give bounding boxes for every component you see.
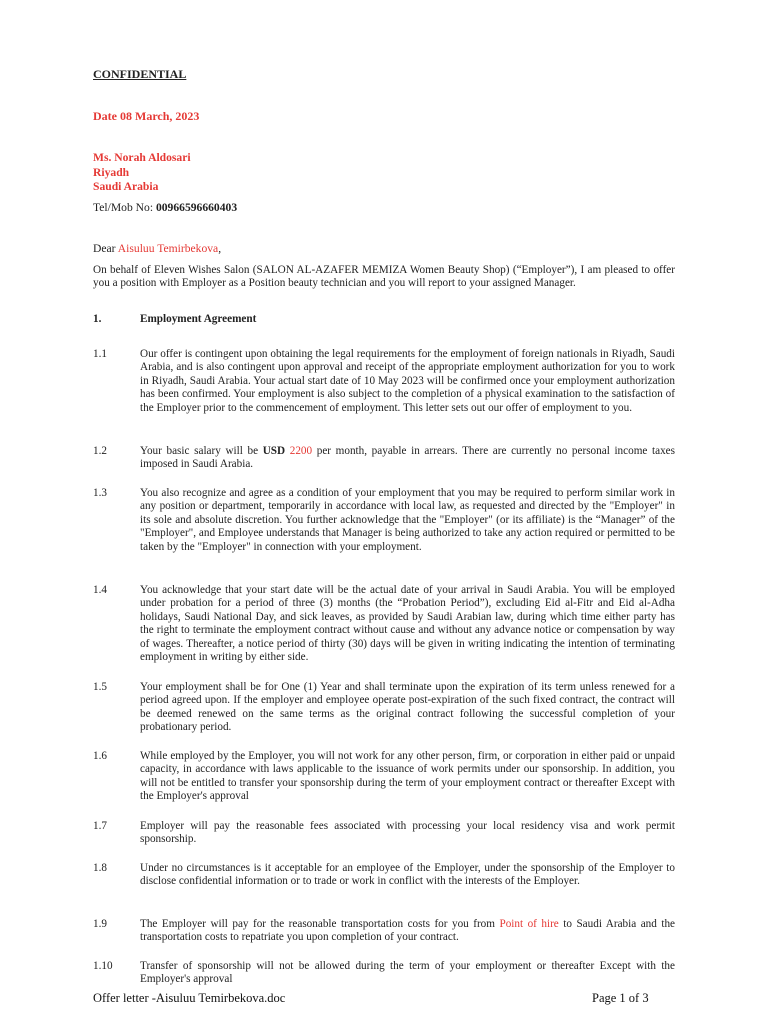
- tel-label: Tel/Mob No:: [93, 201, 156, 214]
- section-title: Employment Agreement: [140, 313, 257, 325]
- greeting-prefix: Dear: [93, 242, 118, 255]
- letter-date: Date 08 March, 2023: [93, 109, 200, 123]
- greeting-name: Aisuluu Temirbekova: [117, 242, 219, 255]
- clause-number: 1.9: [93, 918, 107, 930]
- clause-text: You acknowledge that your start date will be the actual date of your arrival in Saudi Arabia. You will be employed under probation for a period of three (3) months (the “Probation Period”), excluding Eid al-Fitr and Eid al-Adha holidays, Saudi National Day, and sick leaves, as provided by Saudi Arabian law, during which time either party has the right to terminate the employment contract without cause and without any advance notice or compensation by way of wages. Thereafter, a notice period of thirty (30) days will be given in writing indicating the intention of terminating employment in writing by either side.: [140, 584, 675, 664]
- clause-text: Transfer of sponsorship will not be allowed during the term of your employment or thereafter Except with the Employer's approval: [140, 960, 675, 986]
- point-of-hire: Point of hire: [499, 918, 559, 930]
- clause-number: 1.3: [93, 487, 107, 499]
- salary-amount: 2200: [289, 445, 313, 457]
- confidential-heading: CONFIDENTIAL: [93, 67, 187, 81]
- clause-text: While employed by the Employer, you will not work for any other person, firm, or corporation in either paid or unpaid capacity, in accordance with laws applicable to the issuance of work permits under our sponsorship. In addition, you will not be entitled to transfer your sponsorship during the term of your employment contract or thereafter Except with the Employer's approval: [140, 750, 675, 803]
- clause-number: 1.4: [93, 584, 107, 596]
- intro-paragraph: On behalf of Eleven Wishes Salon (SALON AL-AZAFER MEMIZA Women Beauty Shop) (“Employer”), I am pleased to offer you a position with Employer as a Position beauty technician and you will report to your assigned Manager.: [93, 264, 675, 290]
- footer-page-number: Page 1 of 3: [592, 991, 649, 1005]
- greeting-suffix: ,: [218, 242, 222, 255]
- clause-number: 1.6: [93, 750, 107, 762]
- recipient-address: [93, 151, 191, 195]
- transport-pre: The Employer will pay for the reasonable transportation costs for you from: [140, 918, 500, 930]
- clause-number: 1.5: [93, 681, 107, 693]
- recipient-name: Ms. Norah Aldosari: [93, 151, 191, 164]
- footer-filename: Offer letter -Aisuluu Temirbekova.doc: [93, 991, 286, 1005]
- recipient-city: Riyadh: [93, 165, 130, 179]
- salary-post: per month, payable in arrears. There are currently no personal income taxes imposed in Saudi Arabia.: [140, 445, 675, 471]
- clause-number: 1.2: [93, 445, 107, 457]
- tel-number: 00966596660403: [155, 201, 238, 214]
- clause-number: 1.7: [93, 820, 107, 832]
- clause-text: Employer will pay the reasonable fees associated with processing your local residency visa and work permit sponsorship.: [140, 820, 675, 846]
- section-number: 1.: [93, 313, 102, 325]
- clause-number: 1.10: [93, 960, 113, 972]
- greeting: [93, 242, 221, 255]
- recipient-country: Saudi Arabia: [93, 180, 159, 194]
- transport-post: to Saudi Arabia and the transportation costs to repatriate you upon completion of your contract.: [140, 918, 676, 944]
- clause-text: Under no circumstances is it acceptable for an employee of the Employer, under the sponsorship of the Employer to disclose confidential information or to trade or work in conflict with the interests of the Employer.: [140, 862, 675, 888]
- salary-pre: Your basic salary will be: [140, 445, 263, 457]
- clause-text: [140, 918, 675, 945]
- clause-text: You also recognize and agree as a condition of your employment that you may be required to perform similar work in any position or department, temporarily in accordance with local law, as requested and directed by the "Employer" in its sole and absolute discretion. You further acknowledge that the "Employer" (or its affiliate) is the “Manager” of the "Employer", and Employee understands that Manager is being authorized to take any action required or permitted to be taken by the "Employer" in connection with your employment.: [140, 487, 675, 553]
- clause-text: [140, 445, 675, 472]
- clause-number: 1.1: [93, 348, 107, 360]
- clause-text: Your employment shall be for One (1) Year and shall terminate upon the expiration of its term unless renewed for a period agreed upon. If the employer and employee operate post-expiration of the such fixed contract, the contract will be deemed renewed on the same terms as the original contract following the successful completion of your probationary period.: [140, 681, 675, 734]
- clause-number: 1.8: [93, 862, 107, 874]
- tel-line: [93, 201, 237, 214]
- salary-currency: USD: [262, 445, 286, 457]
- clause-text: Our offer is contingent upon obtaining the legal requirements for the employment of foreign nationals in Riyadh, Saudi Arabia, and is also contingent upon approval and receipt of the appropriate employment authorization for you to work in Riyadh, Saudi Arabia. Your actual start date of 10 May 2023 will be confirmed once your employment authorization has been confirmed. Your employment is also subject to the completion of a physical examination to the satisfaction of the Employer prior to the commencement of employment. This letter sets out our offer of employment to you.: [140, 348, 675, 414]
